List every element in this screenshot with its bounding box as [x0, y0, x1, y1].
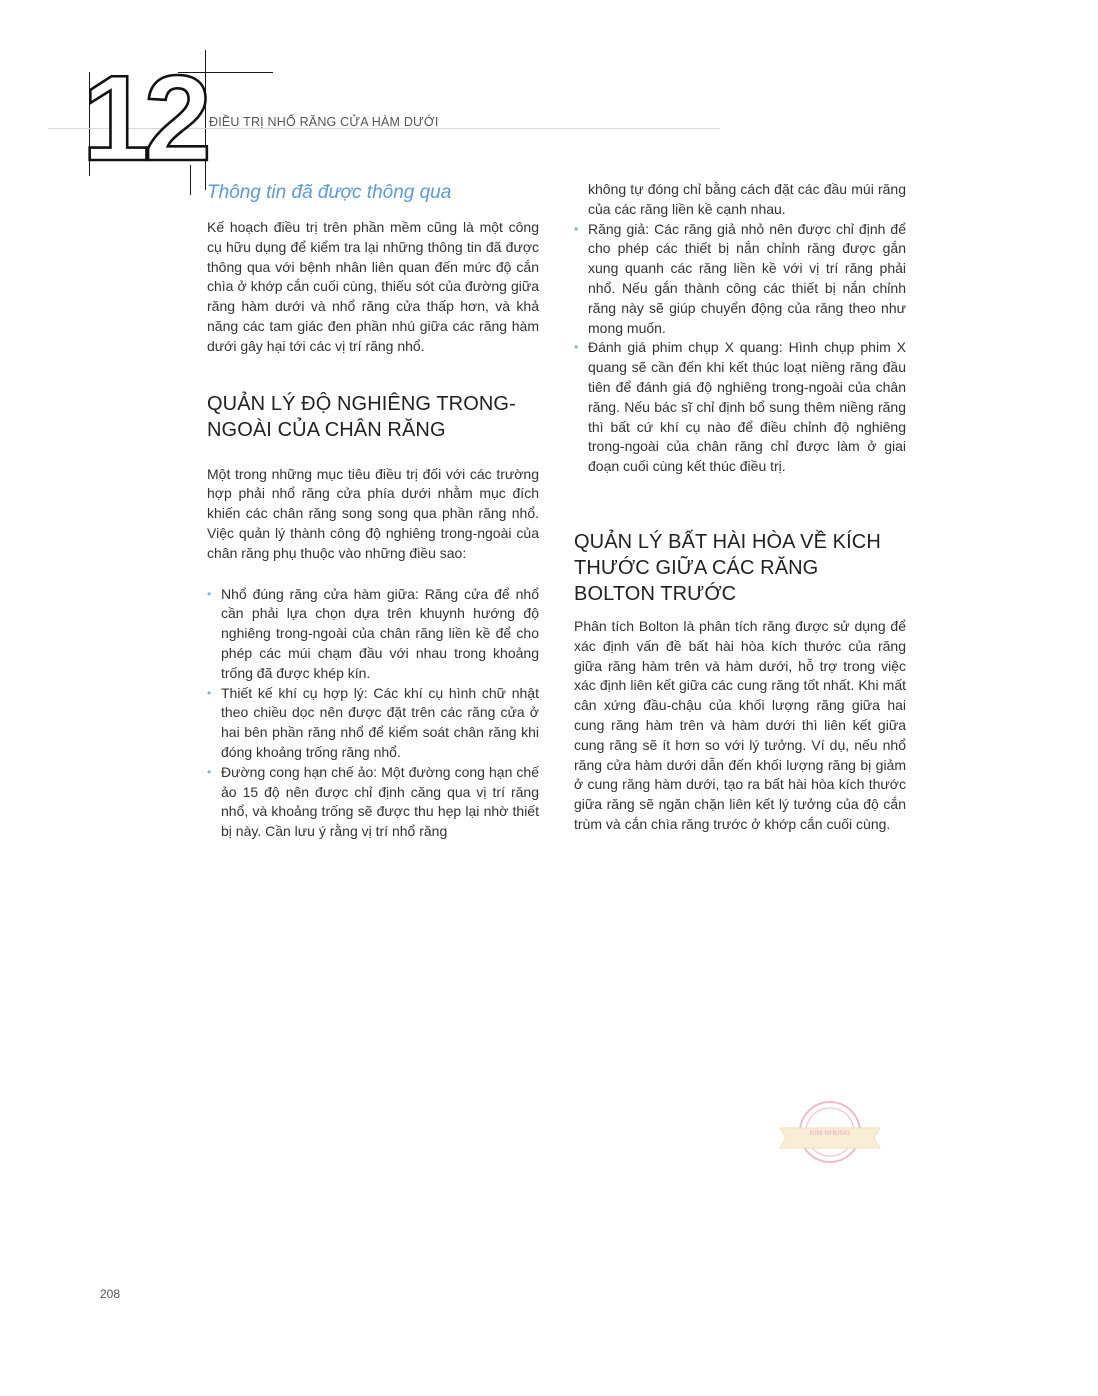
root-inclination-bullets [207, 585, 539, 842]
list-item: • Đánh giá phim chụp X quang: Hình chụp phim X quang sẽ cần đến khi kết thúc loạt niềng răng đầu tiên để đánh giá độ nghiêng trong-ngoài của chân răng. Nếu bác sĩ chỉ định bổ sung thêm niềng răng thì bất cứ khí cụ nào để điều chỉnh độ nghiêng trong-ngoài của chân răng chỉ được làm ở giai đoạn cuối cùng kết thúc điều trị. [574, 338, 906, 477]
root-inclination-paragraph: Một trong những mục tiêu điều trị đối với các trường hợp phải nhổ răng cửa phía dưới nhằm mục đích khiến các chân răng song song qua phần răng nhổ. Việc quản lý thành công độ nghiêng trong-ngoài của chân răng phụ thuộc vào những điều sao: [207, 465, 539, 561]
intro-paragraph: Kế hoạch điều trị trên phần mềm cũng là một công cụ hữu dụng để kiểm tra lại những thông tin đã được thông qua với bệnh nhân liên quan đến mức độ cắn chìa ở khớp cắn cuối cùng, thiếu sót của đường giữa răng hàm dưới và nhổ răng cửa thấp hơn, và khả năng các tam giác đen phần nhú giữa các răng hàm dưới gây hại tới các vị trí răng nhổ. [207, 219, 539, 354]
chapter-number-text: 12 [82, 58, 206, 168]
watermark-stamp [778, 1098, 882, 1166]
stamp-text: KIM NHUNG [809, 1130, 851, 1137]
continued-bullets [574, 180, 906, 477]
section-heading-bolton: QUẢN LÝ BẤT HÀI HÒA VỀ KÍCH THƯỚC GIỮA CÁC RĂNG BOLTON TRƯỚC [574, 530, 881, 605]
list-item: • Răng giả: Các răng giả nhỏ nên được chỉ định để cho phép các thiết bị nắn chỉnh răng được gắn xung quanh các răng liền kề với vị trí răng phải nhổ. Nếu gắn thành công các thiết bị nắn chỉnh răng này sẽ giúp chuyển động của răng theo như mong muốn. [574, 220, 906, 339]
right-column [574, 180, 906, 835]
section-heading-root-inclination: QUẢN LÝ ĐỘ NGHIÊNG TRONG-NGOÀI CỦA CHÂN RĂNG [207, 392, 516, 441]
list-item-continuation: không tự đóng chỉ bằng cách đặt các đầu múi răng của các răng liền kề cạnh nhau. [588, 181, 906, 217]
chapter-number [82, 58, 212, 168]
section-subheading: Thông tin đã được thông qua [207, 182, 452, 203]
list-item: • Đường cong hạn chế ảo: Một đường cong hạn chế ảo 15 độ nên được chỉ định căng qua vị trí răng nhổ, và khoảng trống sẽ được thu hẹp lại nhờ thiết bị này. Cần lưu ý rằng vị trí nhổ răng [207, 763, 539, 842]
left-column [207, 182, 539, 842]
list-item: • Thiết kế khí cụ hợp lý: Các khí cụ hình chữ nhật theo chiều dọc nên được đặt trên các răng cửa ở hai bên phần răng nhổ để kiểm soát chân răng khi đóng khoảng trống răng nhổ. [207, 684, 539, 763]
crop-line-vertical-short [190, 165, 191, 195]
chapter-title: ĐIỀU TRỊ NHỔ RĂNG CỬA HÀM DƯỚI [209, 115, 439, 129]
page-number: 208 [100, 1287, 121, 1301]
list-item: • Nhổ đúng răng cửa hàm giữa: Răng cửa để nhổ cần phải lựa chọn dựa trên khuynh hướng độ nghiêng trong-ngoài của chân răng liền kề để cho phép các múi chạm đầu với nhau trong khoảng trống đã được khép kín. [207, 585, 539, 684]
bolton-paragraph: Phân tích Bolton là phân tích răng được sử dụng để xác định vấn đề bất hài hòa kích thước của răng giữa răng hàm trên và hàm dưới, hỗ trợ trong việc xác định liên kết giữa các cung răng tốt nhất. Khi mất cân xứng đầu-chậu của khối lượng răng giữa hai cung răng hàm trên và hàm dưới thì liên kết giữa cung răng sẽ ít hơn so với lý tưởng. Ví dụ, nếu nhổ răng cửa hàm dưới dẫn đến khối lượng răng bị giảm ở cung răng hàm dưới, tạo ra bất hài hòa kích thước giữa răng sẽ ngăn chặn liên kết lý tưởng của độ cắn trùm và cắn chìa răng trước ở khớp cắn cuối cùng. [574, 617, 906, 832]
